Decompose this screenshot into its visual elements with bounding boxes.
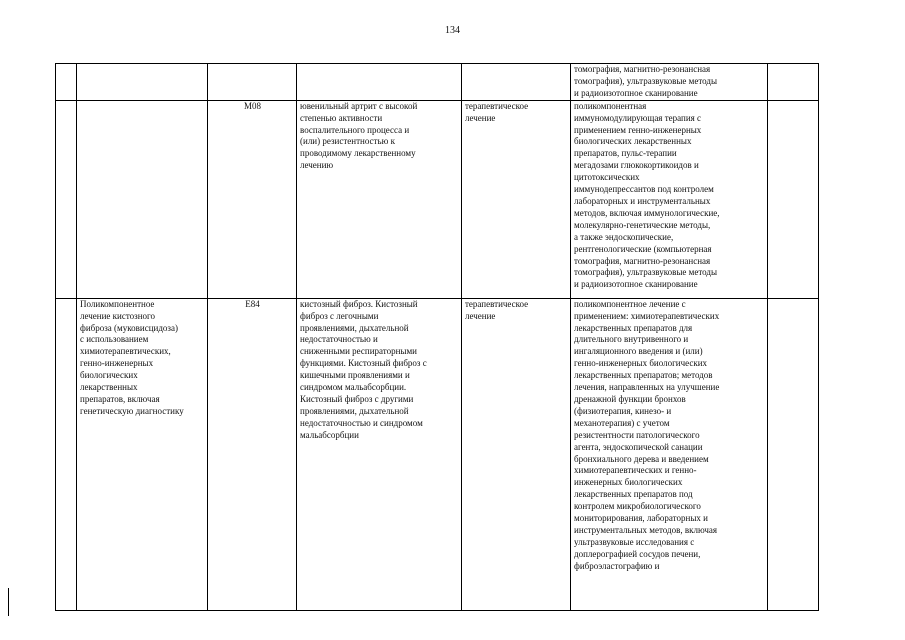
treatment-type-cell: терапевтическое лечение [462,298,571,610]
code-cell: E84 [208,298,297,610]
standard-cell [768,100,819,298]
page-number: 134 [445,25,460,36]
treatment-type-cell: терапевтическое лечение [462,100,571,298]
condition-cell: кистозный фиброз. Кистозный фиброз с легочными проявлениями, дыхательной недостаточностью и сниженными респираторными функциями. Кистозный фиброз с кишечными проявлениями и синдромом мальабсорбции. Кистозный фиброз с другими проявлениями, дыхательной недостаточностью и синдромом мальабсорбции [297,298,462,610]
treatment-type-cell [462,64,571,101]
method-cell: поликомпонентная иммуномодулирующая терапия с применением генно-инженерных биологических лекарственных препаратов, пульс-терапии мегадозами глюкокортикоидов и цитотоксических иммунодепрессантов под контролем лабораторных и инструментальных методов, включая иммунологические, молекулярно-генетические методы, а также эндоскопические, рентгенологические (компьютерная томография, магнитно-резонансная томография), ультразвуковые методы и радиоизотопное сканирование [571,100,768,298]
profile-cell [77,100,208,298]
condition-cell [297,64,462,101]
table-row [56,64,819,101]
margin-mark [8,588,9,616]
table-row [56,100,819,298]
table-row [56,298,819,610]
number-cell [56,298,77,610]
method-cell: поликомпонентное лечение с применением: химиотерапевтических лекарственных препаратов для длительного внутривенного и ингаляционного введения и (или) генно-инженерных биологических лекарственных препаратов; методов лечения, направленных на улучшение дренажной функции бронхов (физиотерапия, кинезо- и механотерапия) с учетом резистентности патологического агента, эндоскопической санации бронхиального дерева и введением химиотерапевтических и генно- инженерных биологических лекарственных препаратов под контролем микробиологического мониторирования, лабораторных и инструментальных методов, включая ультразвуковые исследования с доплерографией сосудов печени, фиброэластографию и [571,298,768,610]
treatment-table [55,63,819,611]
code-cell: M08 [208,100,297,298]
number-cell [56,64,77,101]
method-cell: томография, магнитно-резонансная томография), ультразвуковые методы и радиоизотопное сканирование [571,64,768,101]
standard-cell [768,298,819,610]
condition-cell: ювенильный артрит с высокой степенью активности воспалительного процесса и (или) резистентностью к проводимому лекарственному лечению [297,100,462,298]
profile-cell [77,64,208,101]
number-cell [56,100,77,298]
standard-cell [768,64,819,101]
profile-cell: Поликомпонентное лечение кистозного фиброза (муковисцидоза) с использованием химиотерапевтических, генно-инженерных биологических лекарственных препаратов, включая генетическую диагностику [77,298,208,610]
code-cell [208,64,297,101]
